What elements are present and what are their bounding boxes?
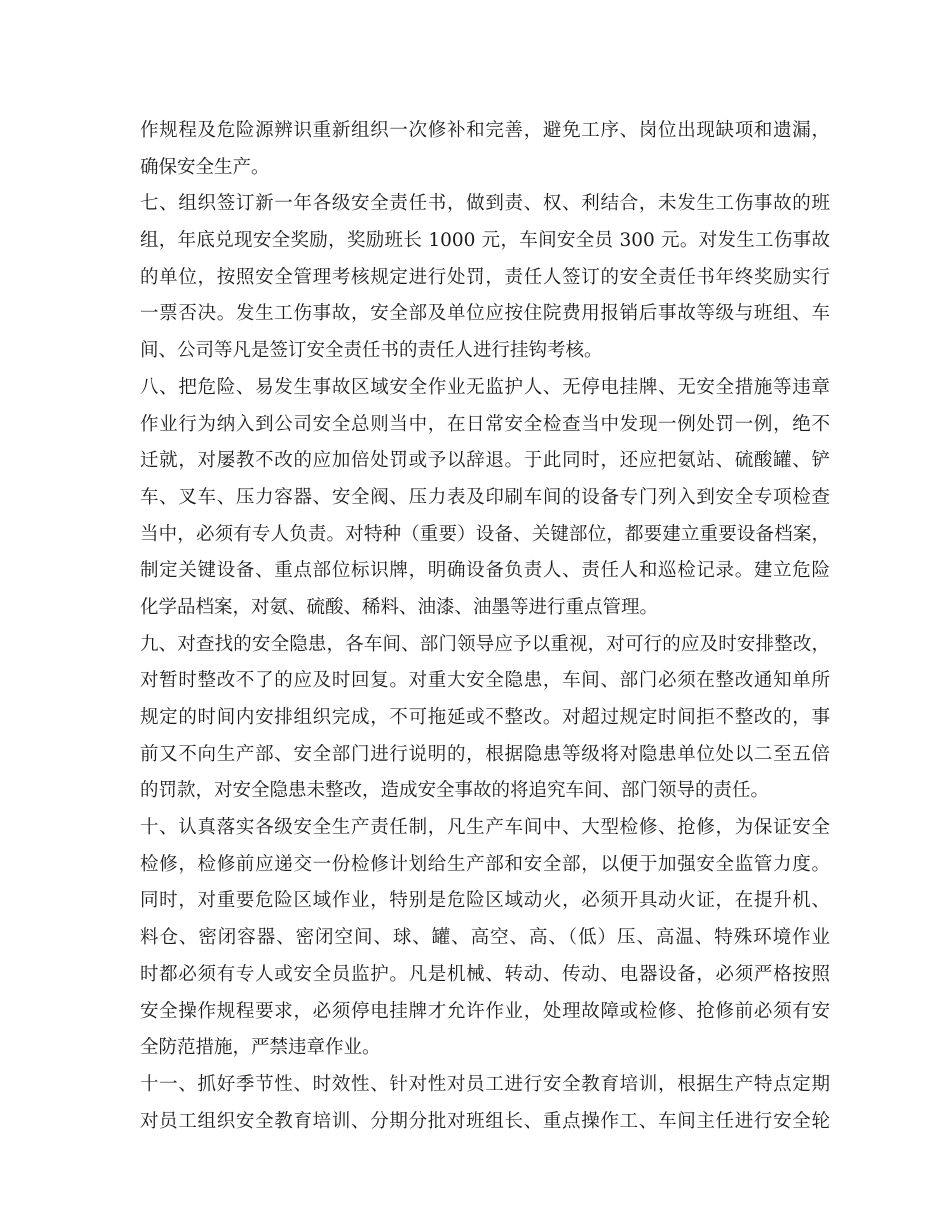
text-line: 对员工组织安全教育培训、分期分批对班组长、重点操作工、车间主任进行安全轮	[140, 1110, 830, 1132]
text-line: 作业行为纳入到公司安全总则当中，在日常安全检查当中发现一例处罚一例，绝不	[140, 413, 830, 435]
text-line: 检修，检修前应递交一份检修计划给生产部和安全部，以便于加强安全监管力度。	[140, 853, 830, 875]
text-line: 迁就，对屡教不改的应加倍处罚或予以辞退。于此同时，还应把氨站、硫酸罐、铲	[140, 450, 830, 472]
text-line: 全防范措施，严禁违章作业。	[140, 1037, 381, 1059]
text-line: 时都必须有专人或安全员监护。凡是机械、转动、传动、电器设备，必须严格按照	[140, 963, 830, 985]
text-line: 十一、抓好季节性、时效性、针对性对员工进行安全教育培训，根据生产特点定期	[140, 1073, 830, 1095]
text-line: 的单位，按照安全管理考核规定进行处罚，责任人签订的安全责任书年终奖励实行	[140, 266, 830, 288]
document-body	[140, 113, 830, 1140]
text-line: 安全操作规程要求，必须停电挂牌才允许作业，处理故障或检修、抢修前必须有安	[140, 1000, 830, 1022]
text-line: 七、组织签订新一年各级安全责任书，做到责、权、利结合，未发生工伤事故的班	[140, 193, 830, 215]
text-line: 料仓、密闭容器、密闭空间、球、罐、高空、高、（低）压、高温、特殊环境作业	[140, 927, 830, 949]
text-line: 确保安全生产。	[140, 156, 270, 178]
text-line: 当中，必须有专人负责。对特种（重要）设备、关键部位，都要建立重要设备档案，	[140, 523, 830, 545]
text-line: 组，年底兑现安全奖励，奖励班长 1000 元，车间安全员 300 元。对发生工伤事故	[140, 230, 830, 252]
text-line: 前又不向生产部、安全部门进行说明的，根据隐患等级将对隐患单位处以二至五倍	[140, 743, 830, 765]
text-line: 的罚款，对安全隐患未整改，造成安全事故的将追究车间、部门领导的责任。	[140, 780, 770, 802]
text-line: 规定的时间内安排组织完成，不可拖延或不整改。对超过规定时间拒不整改的，事	[140, 707, 830, 728]
text-line: 作规程及危险源辨识重新组织一次修补和完善，避免工序、岗位出现缺项和遗漏，	[140, 120, 830, 141]
text-line: 八、把危险、易发生事故区域安全作业无监护人、无停电挂牌、无安全措施等违章	[140, 376, 830, 398]
text-line: 制定关键设备、重点部位标识牌，明确设备负责人、责任人和巡检记录。建立危险	[140, 560, 830, 582]
text-line: 十、认真落实各级安全生产责任制，凡生产车间中、大型检修、抢修，为保证安全	[140, 817, 830, 839]
text-line: 对暂时整改不了的应及时回复。对重大安全隐患，车间、部门必须在整改通知单所	[140, 670, 830, 692]
text-line: 九、对查找的安全隐患，各车间、部门领导应予以重视，对可行的应及时安排整改，	[140, 633, 830, 655]
text-line: 化学品档案，对氨、硫酸、稀料、油漆、油墨等进行重点管理。	[140, 596, 659, 618]
text-line: 同时，对重要危险区域作业，特别是危险区域动火，必须开具动火证，在提升机、	[140, 890, 830, 912]
text-line: 一票否决。发生工伤事故，安全部及单位应按住院费用报销后事故等级与班组、车	[140, 303, 830, 325]
text-line: 间、公司等凡是签订安全责任书的责任人进行挂钩考核。	[140, 340, 603, 362]
text-line: 车、叉车、压力容器、安全阀、压力表及印刷车间的设备专门列入到安全专项检查	[140, 486, 830, 508]
